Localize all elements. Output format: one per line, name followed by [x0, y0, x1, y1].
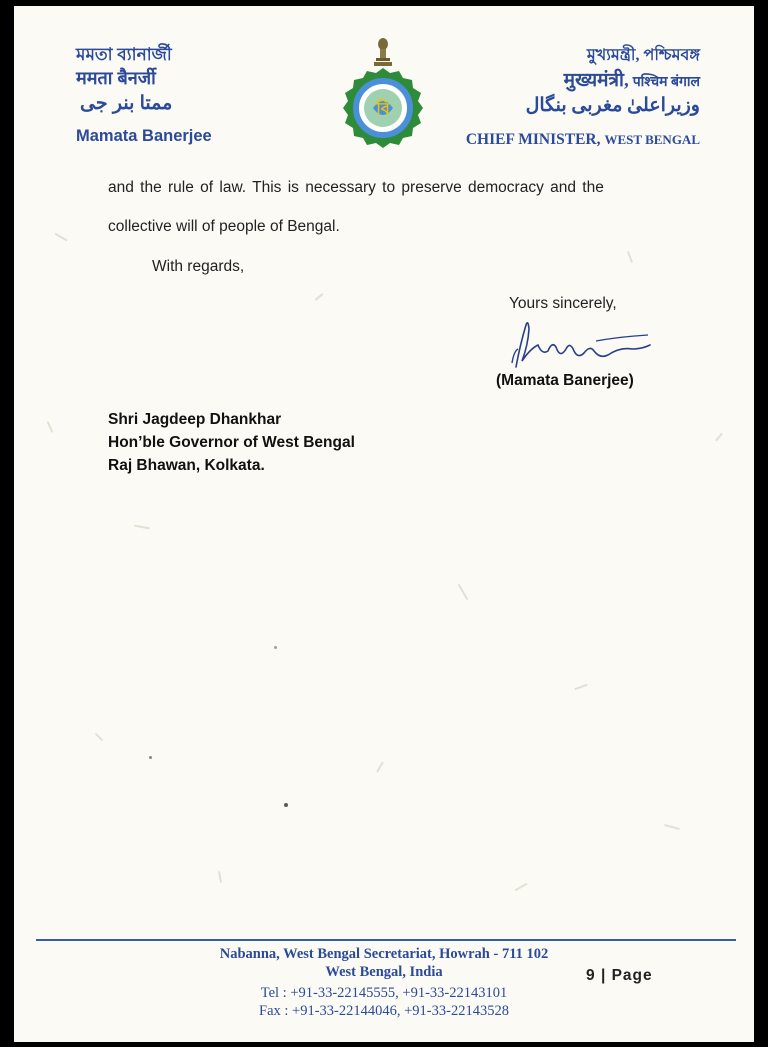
footer-fax: Fax : +91-33-22144046, +91-33-22143528: [259, 1003, 509, 1019]
title-bengali: মুখ্যমন্ত্রী, পশ্চিমবঙ্গ: [586, 47, 700, 64]
name-english: Mamata Banerjee: [76, 127, 212, 145]
signatory-name: (Mamata Banerjee): [496, 372, 634, 389]
footer-rule: [36, 939, 736, 941]
title-urdu: وزیراعلیٰ مغربی بنگال: [525, 95, 700, 116]
page-number-value: 9: [586, 967, 596, 984]
page-separator: |: [600, 967, 607, 984]
name-urdu: ممتا بنر جی: [80, 93, 173, 114]
title-hindi-main: मुख्यमंत्री,: [563, 70, 629, 91]
title-english: [466, 131, 700, 149]
handwritten-signature: [508, 315, 658, 373]
footer-address-1: Nabanna, West Bengal Secretariat, Howrah - 711 102: [219, 946, 549, 962]
title-english-sub: WEST BENGAL: [604, 132, 700, 147]
letter-line-1: and the rule of law. This is necessary to preserve democracy and the: [108, 179, 604, 196]
svg-text:বি: বি: [376, 101, 390, 118]
state-emblem: [371, 36, 395, 68]
letter-page: [14, 6, 754, 1042]
letter-line-2: collective will of people of Bengal.: [108, 218, 340, 235]
page-label: Page: [611, 967, 653, 984]
footer-tel: Tel : +91-33-22145555, +91-33-22143101: [260, 985, 508, 1001]
title-english-main: CHIEF MINISTER,: [465, 131, 601, 148]
footer-address-2: West Bengal, India: [325, 964, 443, 980]
title-hindi-sub: पश्चिम बंगाल: [632, 75, 700, 90]
west-bengal-seal: [337, 66, 429, 150]
recipient-address: Raj Bhawan, Kolkata.: [108, 457, 265, 474]
closing: Yours sincerely,: [509, 295, 617, 312]
title-hindi: [564, 66, 700, 92]
name-bengali: মমতা ব্যানার্জী: [76, 45, 172, 64]
name-hindi: ममता बैनर्जी: [76, 68, 156, 88]
greeting: With regards,: [152, 258, 245, 275]
recipient-name: Shri Jagdeep Dhankhar: [108, 411, 282, 428]
page-number: [586, 967, 653, 985]
recipient-designation: Hon’ble Governor of West Bengal: [108, 434, 355, 451]
